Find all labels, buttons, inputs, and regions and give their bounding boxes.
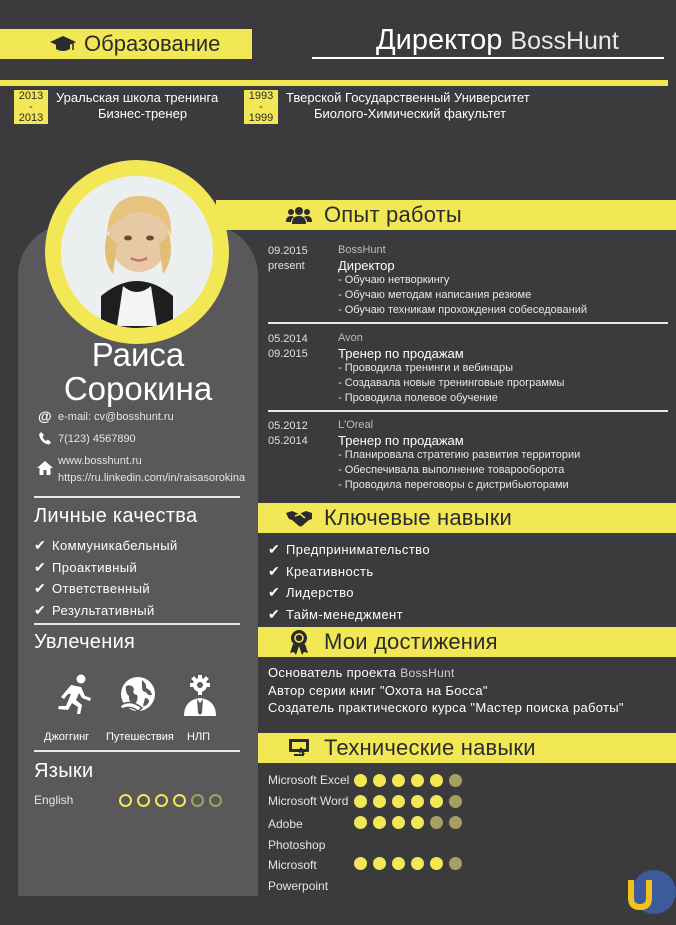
achievement-item: Основатель проекта BossHunt — [268, 665, 455, 680]
key-skills-title: Ключевые навыки — [324, 505, 513, 530]
job-bullet: - Обучаю техникам прохождения собеседований — [338, 304, 588, 316]
rating-ring-filled — [173, 794, 186, 807]
job-date-from: 09.2015 — [268, 245, 308, 257]
rating-dot-empty — [449, 857, 462, 870]
check-icon: ✔ — [268, 584, 281, 600]
rating-ring-filled — [137, 794, 150, 807]
phone-text: 7(123) 4567890 — [58, 433, 136, 445]
list-item: ✔ Проактивный — [34, 557, 178, 579]
key-skills-list — [268, 539, 430, 625]
job-date-to: 09.2015 — [268, 348, 308, 360]
experience-header-cover — [258, 200, 676, 230]
rating-dot-filled — [354, 816, 367, 829]
rating-dot-filled — [430, 774, 443, 787]
experience-header-extension — [216, 200, 260, 230]
check-icon: ✔ — [34, 601, 47, 618]
list-item: ✔ Предпринимательство — [268, 539, 430, 561]
tech-skill-rating — [354, 855, 468, 873]
rating-dot-empty — [430, 816, 443, 829]
language-name: English — [34, 793, 74, 807]
sidebar-divider — [34, 496, 240, 498]
list-item: ✔ Креативность — [268, 561, 430, 583]
rating-dot-filled — [354, 774, 367, 787]
tech-skill-name: Adobe Photoshop — [268, 817, 326, 852]
languages-title: Языки — [34, 760, 94, 782]
rating-dot-filled — [354, 857, 367, 870]
achievements-text — [268, 664, 663, 716]
tech-skills-title: Технические навыки — [324, 735, 536, 760]
rating-dot-filled — [411, 774, 424, 787]
education-specialty: Биолого-Химический факультет — [314, 106, 507, 121]
job-title: Директор — [376, 24, 503, 56]
globe-icon — [118, 674, 158, 719]
rating-dot-empty — [449, 816, 462, 829]
key-skills-header — [258, 503, 676, 533]
rating-dot-filled — [373, 816, 386, 829]
rating-dot-empty — [449, 774, 462, 787]
tech-skill-name: Microsoft Excel — [268, 773, 350, 787]
rating-dot-filled — [392, 774, 405, 787]
sidebar-divider — [34, 623, 240, 625]
job-date-to: 05.2014 — [268, 435, 308, 447]
rating-dot-empty — [449, 795, 462, 808]
rating-dot-filled — [411, 795, 424, 808]
linkedin-text: https://ru.linkedin.com/in/raisasorokina — [58, 472, 246, 484]
list-item: ✔ Тайм-менеджмент — [268, 604, 430, 626]
rating-ring-filled — [155, 794, 168, 807]
achievement-item: Автор серии книг "Охота на Босса" — [268, 683, 488, 698]
job-company: Avon — [338, 332, 363, 344]
hobby-label-nlp: НЛП — [187, 731, 211, 743]
job-bullet: - Создавала новые тренинговые программы — [338, 377, 565, 389]
logo-icon — [620, 864, 676, 920]
hobby-label-travel: Путешествия — [106, 731, 174, 743]
website-text: www.bosshunt.ru — [58, 455, 142, 467]
rating-dot-filled — [392, 816, 405, 829]
job-title: Тренер по продажам — [338, 346, 464, 361]
experience-title: Опыт работы — [324, 202, 462, 227]
handshake-icon — [286, 505, 312, 531]
education-years-badge: 2013 - 2013 — [14, 90, 48, 124]
education-school: Тверской Государственный Университет — [286, 90, 530, 105]
tech-skill-rating — [354, 772, 468, 790]
list-item: ✔ Лидерство — [268, 582, 430, 604]
home-icon — [37, 461, 53, 480]
sidebar-divider — [34, 750, 240, 752]
check-icon: ✔ — [34, 580, 47, 596]
running-icon — [54, 672, 96, 719]
job-title: Директор — [338, 258, 395, 273]
hobby-label-jogging: Джоггинг — [44, 731, 90, 743]
rating-ring-empty — [209, 794, 222, 807]
job-company: BossHunt — [338, 244, 386, 256]
avatar — [61, 176, 213, 328]
rating-dot-filled — [373, 857, 386, 870]
rating-dot-filled — [392, 795, 405, 808]
job-bullet: - Планировала стратегию развития территории — [338, 449, 581, 461]
graduation-cap-icon — [50, 34, 76, 54]
phone-icon — [38, 431, 52, 450]
list-item: ✔ Результативный — [34, 600, 178, 622]
personal-title: Личные качества — [34, 505, 198, 527]
rating-dot-filled — [392, 857, 405, 870]
check-icon: ✔ — [268, 605, 281, 622]
job-date-from: 05.2012 — [268, 420, 308, 432]
at-icon: @ — [38, 408, 52, 424]
tech-skill-rating — [354, 814, 468, 832]
list-item: ✔ Коммуникабельный — [34, 535, 178, 557]
job-bullet: - Обучаю методам написания резюме — [338, 289, 532, 301]
achievements-header — [258, 627, 676, 657]
award-icon — [286, 629, 312, 655]
rating-dot-filled — [411, 816, 424, 829]
rating-dot-filled — [354, 795, 367, 808]
education-years-badge: 1993 - 1999 — [244, 90, 278, 124]
check-icon: ✔ — [268, 562, 281, 579]
rating-dot-filled — [373, 795, 386, 808]
achievement-item: Создатель практического курса "Мастер поиска работы" — [268, 700, 624, 715]
rating-ring-filled — [119, 794, 132, 807]
job-company: L'Oreal — [338, 419, 374, 431]
job-bullet: - Проводила тренинги и вебинары — [338, 362, 513, 374]
job-title: Тренер по продажам — [338, 433, 464, 448]
job-bullet: - Обеспечивала выполнение товарооборота — [338, 464, 565, 476]
rating-dot-filled — [430, 857, 443, 870]
brain-person-icon — [180, 674, 220, 721]
computer-icon — [286, 735, 312, 761]
language-rating — [119, 792, 227, 810]
check-icon: ✔ — [34, 558, 47, 575]
rating-dot-filled — [411, 857, 424, 870]
job-divider — [268, 410, 668, 412]
job-bullet: - Проводила полевое обучение — [338, 392, 498, 404]
tech-skill-name: Microsoft Powerpoint — [268, 858, 329, 893]
profile-first-name: Раиса — [91, 336, 185, 373]
job-bullet: - Проводила переговоры с дистрибьюторами — [338, 479, 569, 491]
email-text: e-mail: cv@bosshunt.ru — [58, 411, 174, 423]
tech-skill-name: Microsoft Word — [268, 794, 349, 808]
education-specialty: Бизнес-тренер — [98, 106, 188, 121]
rating-ring-empty — [191, 794, 204, 807]
profile-last-name: Сорокина — [63, 370, 213, 407]
tech-skill-rating — [354, 793, 468, 811]
job-bullet: - Обучаю нетворкингу — [338, 274, 450, 286]
list-item: ✔ Ответственный — [34, 578, 178, 600]
job-company: BossHunt — [510, 27, 619, 55]
hobbies-title: Увлечения — [34, 631, 136, 653]
job-title-underline — [312, 57, 664, 59]
check-icon: ✔ — [34, 537, 47, 553]
education-school: Уральская школа тренинга — [56, 90, 219, 105]
rating-dot-filled — [373, 774, 386, 787]
check-icon: ✔ — [268, 541, 281, 557]
top-yellow-rule — [0, 80, 668, 86]
job-date-from: 05.2014 — [268, 333, 308, 345]
education-title: Образование — [84, 31, 221, 56]
job-divider — [268, 322, 668, 324]
achievements-title: Мои достижения — [324, 629, 498, 654]
job-date-to: present — [268, 260, 305, 272]
personal-list — [34, 535, 178, 621]
tech-skills-header — [258, 733, 676, 763]
rating-dot-filled — [430, 795, 443, 808]
job-title-block — [376, 24, 619, 57]
